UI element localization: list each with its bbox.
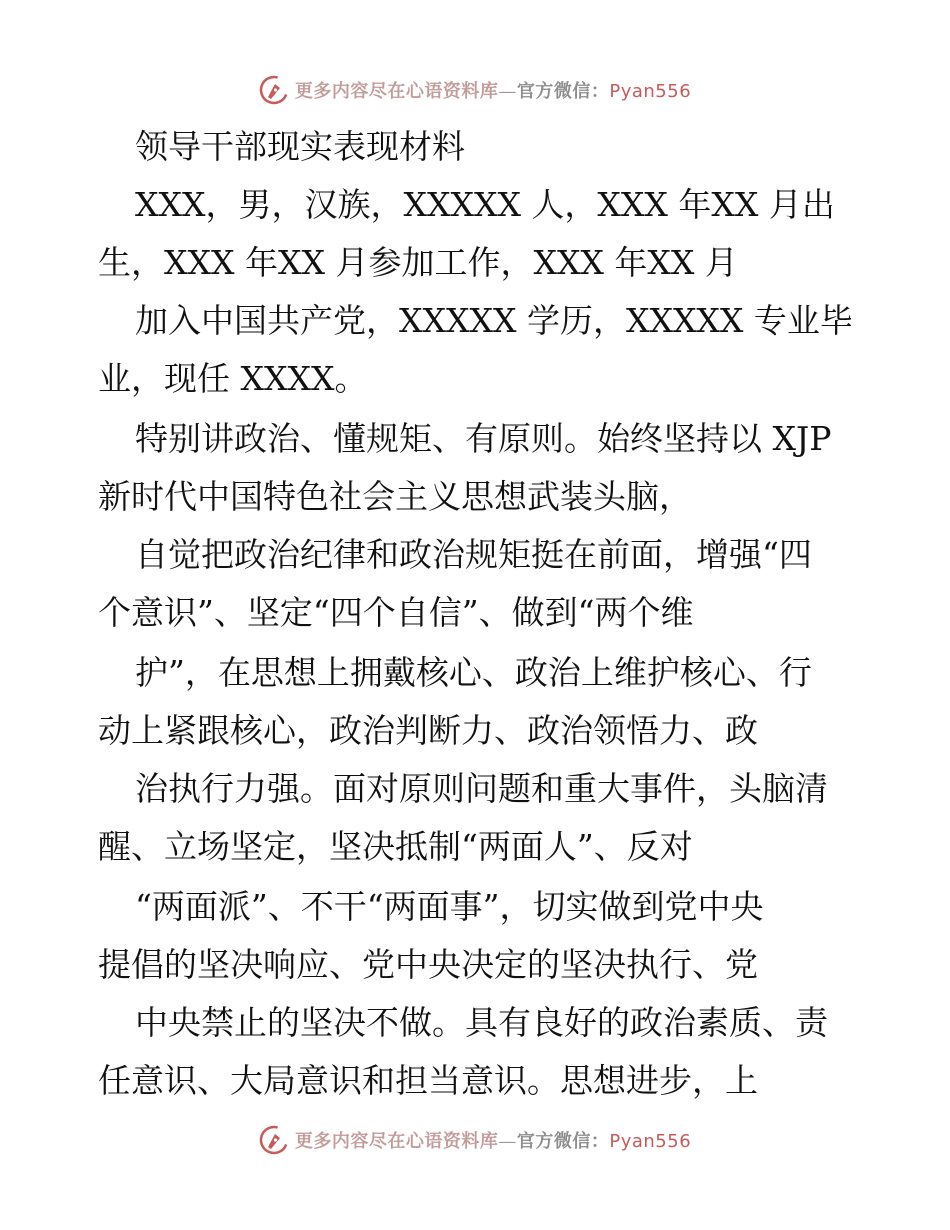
document-line: 治执行力强。面对原则问题和重大事件，头脑清 [135,769,828,808]
document-line: XXX，男，汉族，XXXXX 人，XXX 年XX 月出 [135,185,835,224]
document-line: 中央禁止的坚决不做。具有良好的政治素质、责 [135,1003,828,1042]
document-line: 护”，在思想上拥戴核心、政治上维护核心、行 [135,653,812,692]
document-line: “两面派”、不干“两面事”，切实做到党中央 [135,887,764,926]
document-line: 业，现任 XXXX。 [98,359,368,398]
document-line: 特别讲政治、懂规矩、有原则。始终坚持以 XJP [135,419,832,458]
document-title: 领导干部现实表现材料 [135,127,465,166]
footer-banner [0,1120,950,1160]
document-line: 个意识”、坚定“四个自信”、做到“两个维 [98,593,694,632]
document-line: 任意识、大局意识和担当意识。思想进步，上 [98,1061,758,1100]
footer-banner-text [295,1127,691,1153]
document-line: 加入中国共产党，XXXXX 学历，XXXXX 专业毕 [135,301,853,340]
pen-nib-logo-icon [259,1125,289,1155]
document-line: 生，XXX 年XX 月参加工作，XXX 年XX 月 [98,243,738,282]
footer-banner-main: 更多内容尽在心语资料库 [294,1131,499,1152]
footer-banner-wechat-id: Pyan556 [609,1131,692,1152]
header-banner-text [295,77,691,103]
header-banner-wechat-id: Pyan556 [609,81,692,102]
pen-nib-logo-icon [259,75,289,105]
document-line: 提倡的坚决响应、党中央决定的坚决执行、党 [98,945,758,984]
header-banner-sep: — [498,81,517,102]
document-line: 自觉把政治纪律和政治规矩挺在前面，增强“四 [135,535,812,574]
document-line: 动上紧跟核心，政治判断力、政治领悟力、政 [98,711,758,750]
document-line: 新时代中国特色社会主义思想武装头脑， [98,477,692,516]
document-line: 醒、立场坚定，坚决抵制“两面人”、反对 [98,827,693,866]
footer-banner-sep: — [498,1131,517,1152]
header-banner-main: 更多内容尽在心语资料库 [294,81,499,102]
footer-banner-wechat-label: 官方微信： [516,1131,610,1152]
header-banner-wechat-label: 官方微信： [516,81,610,102]
header-banner [0,70,950,110]
